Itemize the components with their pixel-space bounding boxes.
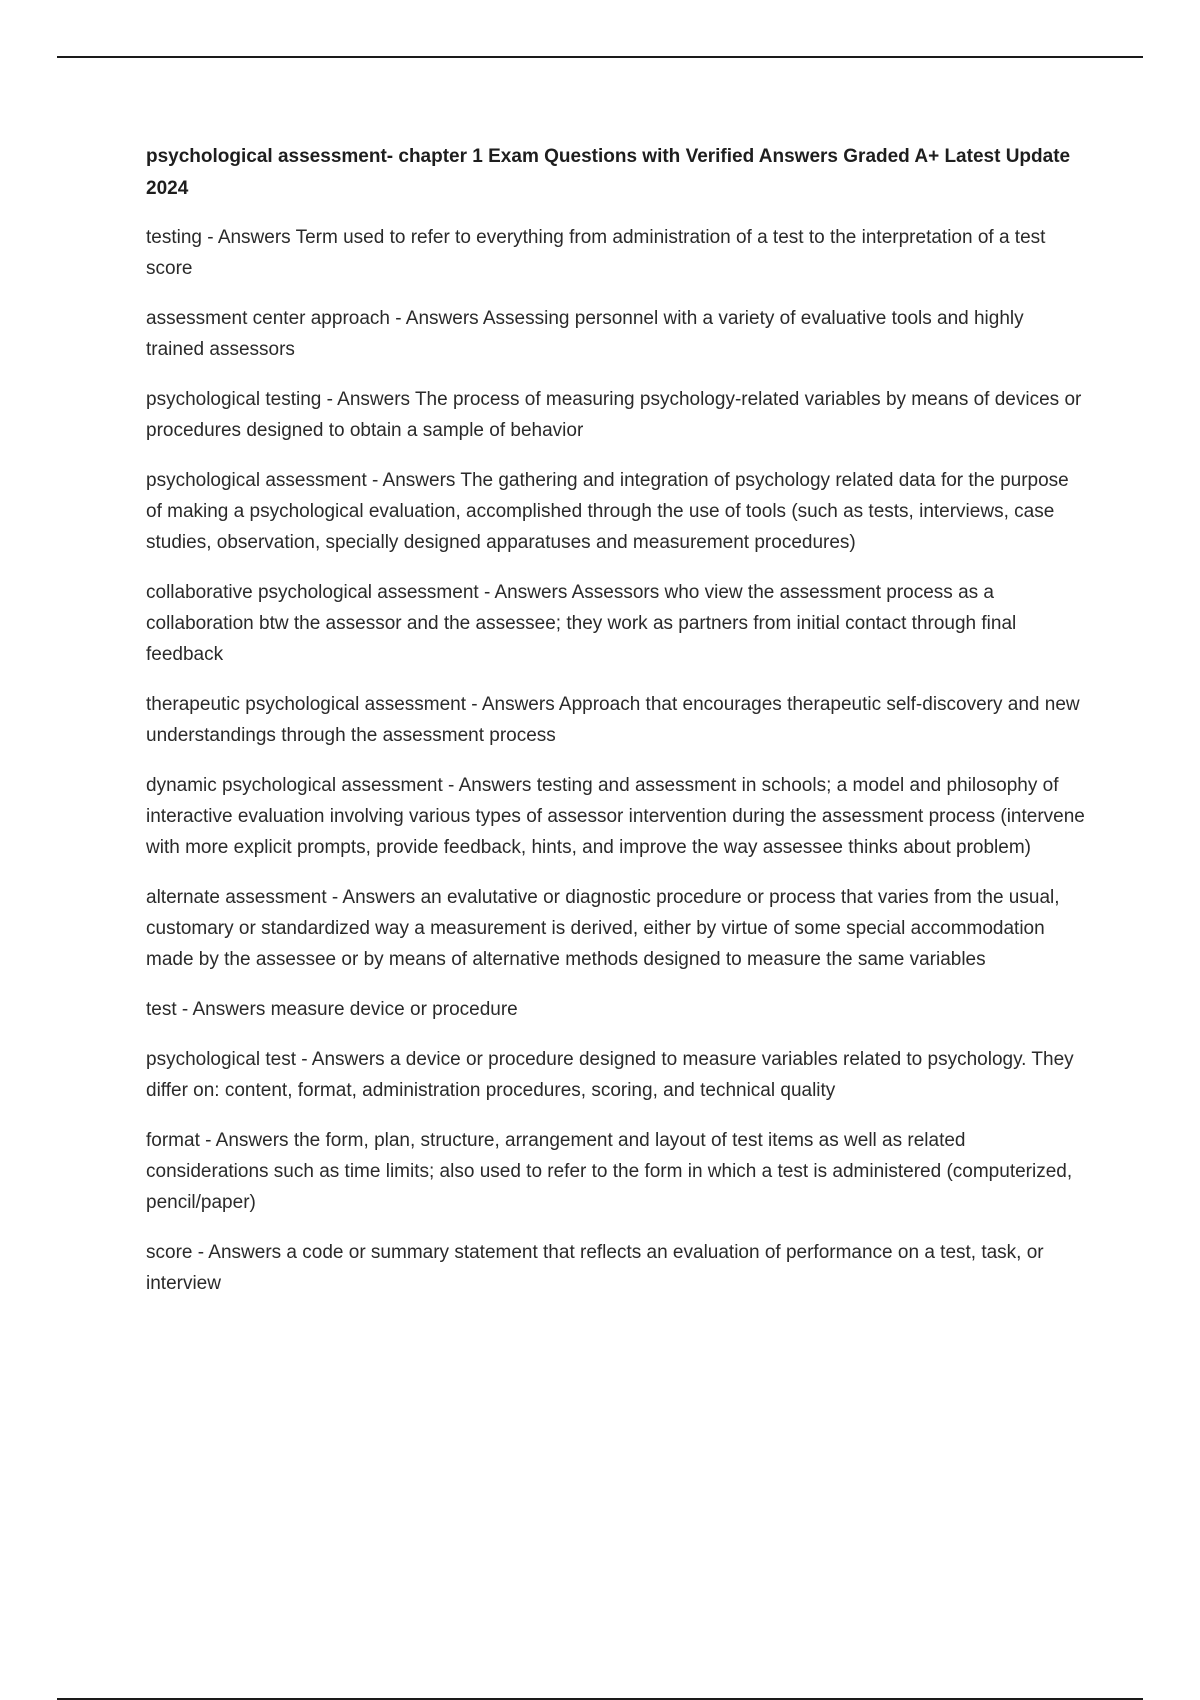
qa-entry-psychological-testing: psychological testing - Answers The process of measuring psychology-related variables by means of devices or procedures designed to obtain a sample of behavior (146, 389, 1082, 441)
page-top-rule (57, 56, 1143, 58)
qa-entry-score: score - Answers a code or summary statement that reflects an evaluation of performance on a test, task, or interview (146, 1242, 1044, 1294)
qa-entry-psychological-assessment: psychological assessment - Answers The gathering and integration of psychology related data for the purpose of making a psychological evaluation, accomplished through the use of tools (such as tests, interviews, case studies, observation, specially designed apparatuses and measurement procedures) (146, 470, 1069, 553)
qa-entry-dynamic-psychological-assessment: dynamic psychological assessment - Answers testing and assessment in schools; a model and philosophy of interactive evaluation involving various types of assessor intervention during the assessment process (intervene with more explicit prompts, provide feedback, hints, and improve the way assessee thinks about problem) (146, 775, 1085, 858)
qa-entry-psychological-test: psychological test - Answers a device or procedure designed to measure variables related to psychology. They differ on: content, format, administration procedures, scoring, and technical quality (146, 1049, 1074, 1101)
qa-entry-testing: testing - Answers Term used to refer to everything from administration of a test to the interpretation of a test score (146, 227, 1046, 279)
qa-entry-format: format - Answers the form, plan, structure, arrangement and layout of test items as well as related considerations such as time limits; also used to refer to the form in which a test is administered (computerized, pencil/paper) (146, 1130, 1073, 1213)
document-body (146, 141, 1086, 1318)
qa-entry-collaborative-psychological-assessment: collaborative psychological assessment - Answers Assessors who view the assessment process as a collaboration btw the assessor and the assessee; they work as partners from initial contact through final feedback (146, 582, 1017, 665)
qa-entry-list (146, 222, 1086, 1299)
qa-entry-alternate-assessment: alternate assessment - Answers an evalutative or diagnostic procedure or process that varies from the usual, customary or standardized way a measurement is derived, either by virtue of some special accommodation made by the assessee or by means of alternative methods designed to measure the same variables (146, 887, 1060, 970)
qa-entry-test: test - Answers measure device or procedure (146, 999, 518, 1020)
qa-entry-assessment-center-approach: assessment center approach - Answers Assessing personnel with a variety of evaluative tools and highly trained assessors (146, 308, 1024, 360)
qa-entry-therapeutic-psychological-assessment: therapeutic psychological assessment - Answers Approach that encourages therapeutic self-discovery and new understandings through the assessment process (146, 694, 1080, 746)
document-title: psychological assessment- chapter 1 Exam Questions with Verified Answers Graded A+ Latest Update 2024 (146, 146, 1071, 199)
